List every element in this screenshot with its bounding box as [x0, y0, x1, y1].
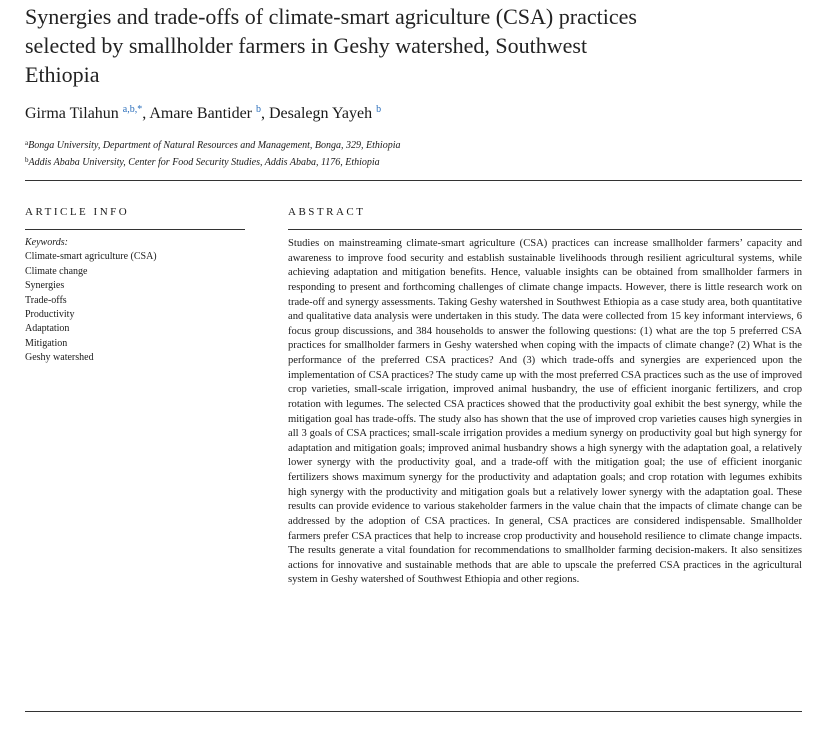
- affiliation-text: Addis Ababa University, Center for Food Security Studies, Addis Ababa, 1176, Ethiopia: [28, 157, 380, 168]
- affiliation-list: [25, 136, 400, 170]
- affiliation-item: [25, 153, 400, 170]
- author-list: Girma Tilahun $^{a,b,*}$, Amare Bantider $^b$, Desalegn Yayeh $^b$: [25, 104, 382, 122]
- keyword-item: Synergies: [25, 280, 65, 292]
- keyword-item: Productivity: [25, 309, 75, 321]
- keyword-item: Trade-offs: [25, 294, 67, 306]
- abstract-text: Studies on mainstreaming climate-smart agriculture (CSA) practices can increase smallholder farmers’ capacity and awareness to improve food security and establish sustainable livelihoods through resilient agricultural systems, while achieving adaptation and mitigation benefits. Hence, valuable insights can be obtained from smallholder farmers in responding to present and forthcoming challenges of climate change impacts. However, there is little research work on trade-off and synergy assessments. Taking Geshy watershed in Southwest Ethiopia as a case study area, both quantitative and qualitative data analysis were undertaken in this study. The data were collected from 15 key informant interviews, 6 focus group discussions, and 384 households to answer the following questions: (1) what are the top 5 preferred CSA practices for smallholder farmers in Geshy watershed when coping with the impacts of climate change? (2) What is the performance of the preferred CSA practices? And (3) which trade-offs and synergies are experienced upon the implementation of CSA practices? The study came up with the most preferred CSA practices such as the use of improved crop varieties, small-scale irrigation, improved animal husbandry, the use of efficient inorganic fertilizers, and crop rotation with legumes. The selected CSA practices showed that the productivity goal exhibit the best synergy, while the mitigation goal has trade-offs. The study also has shown that the use of improved crop varieties causes high synergies in all 3 goals of CSA practices; small-scale irrigation provides a medium synergy on productivity goal but high synergy for adaptation and mitigation goals; improved animal husbandry shows a high synergy with the adaptation goal, a relatively lower synergy with the productivity goal, and a trade-off with the mitigation goal; the use of efficient inorganic fertilizers shows maximum synergy for the productivity and adaptation goals; and crop rotation with legumes exhibits high synergy with the productivity and mitigation goals but a relatively lower synergy with the adaptation goal. These results can provide evidence to various stakeholder farmers in the value chain that the impacts of climate change can be addressed by the adoption of CSA practices. In general, CSA practices are considered indispensable. Smallholder farmers prefer CSA practices that help to increase crop productivity and household resilience to climate change impacts. The results generate a vital foundation for recommendations to smallholder farming decision-makers. It also sensitizes actions for innovative and sustainable methods that are able to upscale the preferred CSA practices in the agricultural system in Geshy watershed of Southwest Ethiopia and other regions.: [288, 238, 802, 586]
- author-name: Amare Bantider: [149, 105, 252, 122]
- keyword-item: Adaptation: [25, 323, 70, 335]
- author-name: Desalegn Yayeh: [269, 105, 373, 122]
- keyword-item: Climate change: [25, 265, 88, 277]
- paper-title: Synergies and trade-offs of climate-smart agriculture (CSA) practices selected by smallholder farmers in Geshy watershed, Southwest Ethiopia: [25, 4, 637, 87]
- affiliation-item: [25, 136, 400, 153]
- article-info-divider: [25, 229, 245, 230]
- article-info-heading: ARTICLE INFO: [25, 206, 130, 218]
- keywords-label: Keywords:: [25, 237, 68, 248]
- header-divider: [25, 180, 802, 181]
- author-name: Girma Tilahun: [25, 105, 119, 122]
- affiliation-marker: b: [25, 156, 29, 164]
- abstract-divider: [288, 229, 802, 230]
- abstract-heading: ABSTRACT: [288, 206, 366, 218]
- footer-divider: [25, 711, 802, 712]
- keywords-block: [25, 236, 157, 366]
- author-affiliation-marker[interactable]: b: [376, 104, 382, 115]
- affiliation-text: Bonga University, Department of Natural Resources and Management, Bonga, 329, Ethiopia: [28, 140, 401, 151]
- keyword-item: Climate-smart agriculture (CSA): [25, 251, 157, 263]
- affiliation-marker: a: [25, 139, 29, 147]
- keyword-item: Mitigation: [25, 337, 68, 349]
- author-affiliation-marker[interactable]: a,b,*: [122, 104, 143, 115]
- author-affiliation-marker[interactable]: b: [256, 104, 261, 115]
- keyword-item: Geshy watershed: [25, 352, 94, 364]
